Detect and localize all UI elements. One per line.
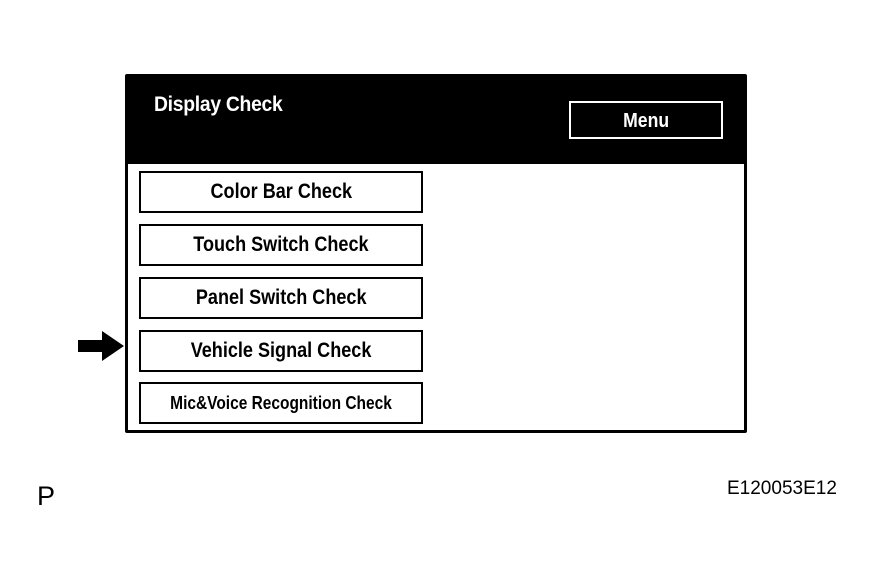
menu-button[interactable] bbox=[569, 101, 723, 139]
mic-voice-recognition-check-label: Mic&Voice Recognition Check bbox=[170, 392, 392, 413]
corner-letter: P bbox=[37, 481, 56, 511]
vehicle-signal-check-button[interactable] bbox=[139, 330, 423, 372]
screen-title: Display Check bbox=[154, 93, 283, 116]
display-check-screen bbox=[125, 74, 747, 433]
mic-voice-recognition-check-button[interactable] bbox=[139, 382, 423, 424]
touch-switch-check-label: Touch Switch Check bbox=[193, 233, 369, 256]
color-bar-check-label: Color Bar Check bbox=[210, 180, 352, 203]
figure-code: E120053E12 bbox=[727, 478, 837, 499]
touch-switch-check-button[interactable] bbox=[139, 224, 423, 266]
menu-button-label: Menu bbox=[623, 109, 669, 132]
right-arrow-icon bbox=[78, 331, 124, 361]
panel-switch-check-button[interactable] bbox=[139, 277, 423, 319]
color-bar-check-button[interactable] bbox=[139, 171, 423, 213]
panel-switch-check-label: Panel Switch Check bbox=[195, 286, 367, 309]
vehicle-signal-check-label: Vehicle Signal Check bbox=[190, 339, 372, 362]
screen-header bbox=[128, 77, 744, 164]
